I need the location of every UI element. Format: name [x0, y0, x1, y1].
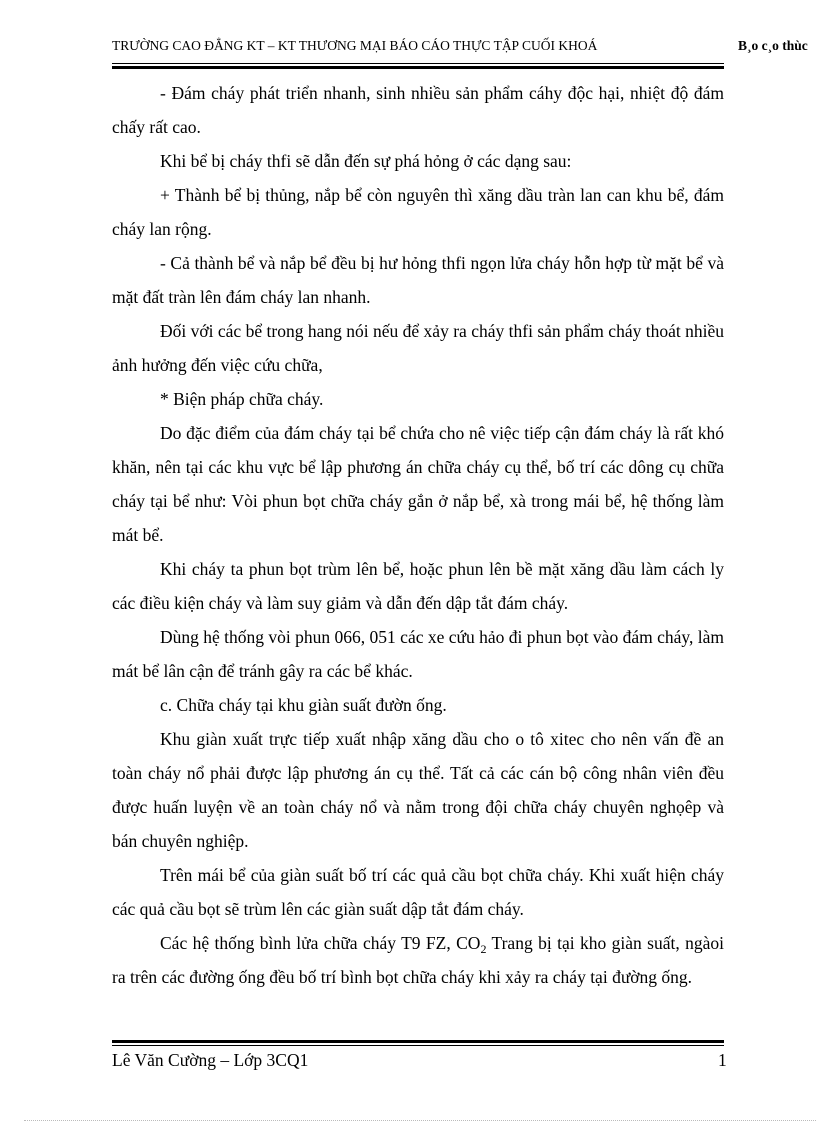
document-body — [112, 76, 724, 994]
paragraph: Do đặc điểm của đám cháy tại bể chứa cho nê việc tiếp cận đám cháy là rất khó khăn, nên tại các khu vực bể lập phương án chữa cháy cụ thể, bố trí các dông cụ chữa cháy tại bể như: Vòi phun bọt chữa cháy gắn ở nắp bể, xà trong mái bể, hệ thống làm mát bể. — [112, 423, 724, 545]
section-heading: c. Chữa cháy tại khu giàn suất đườn ống. — [160, 695, 447, 715]
header-title: TRƯỜNG CAO ĐẲNG KT – KT THƯƠNG MẠI BÁO CÁO THỰC TẬP CUỐI KHOÁ — [112, 38, 598, 53]
header-rule-thick — [112, 66, 724, 69]
page-number: 1 — [718, 1050, 727, 1070]
paragraph: Dùng hệ thống vòi phun 066, 051 các xe cứu hảo đi phun bọt vào đám cháy, làm mát bể lân cận để tránh gây ra các bể khác. — [112, 627, 724, 681]
header-rule-thin — [112, 63, 724, 64]
subscript: 2 — [480, 942, 487, 956]
paragraph: - Đám cháy phát triển nhanh, sinh nhiều sản phẩm cáhy độc hại, nhiệt độ đám chấy rất cao. — [112, 83, 724, 137]
paragraph: Đối với các bể trong hang nói nếu để xảy ra cháy thfi sản phẩm cháy thoát nhiều ảnh hưởng đến việc cứu chữa, — [112, 321, 724, 375]
page-bottom-edge — [24, 1120, 816, 1121]
paragraph: Trên mái bể của giàn suất bố trí các quả cầu bọt chữa cháy. Khi xuất hiện cháy các quả cầu bọt sẽ trùm lên các giàn suất dập tắt đám cháy. — [112, 865, 724, 919]
paragraph: Khi cháy ta phun bọt trùm lên bể, hoặc phun lên bề mặt xăng dầu làm cách ly các điều kiện cháy và làm suy giảm và dẫn đến dập tắt đám cháy. — [112, 559, 724, 613]
section-heading: * Biện pháp chữa cháy. — [160, 389, 324, 409]
paragraph-text-after: Trang bị tại kho giàn suất, ngàoi ra trên các đường ống đều bố trí bình bọt chữa cháy khi xảy ra cháy tại đường ống. — [112, 933, 724, 987]
paragraph: Khi bể bị cháy thfi sẽ dẫn đến sự phá hỏng ở các dạng sau: — [160, 151, 572, 171]
footer-rule-thin — [112, 1045, 724, 1046]
paragraph-extinguishers — [112, 926, 724, 994]
paragraph: + Thành bể bị thủng, nắp bể còn nguyên thì xăng dầu tràn lan can khu bể, đám cháy lan rộng. — [112, 185, 724, 239]
page-header — [112, 36, 816, 64]
paragraph-text-before: Các hệ thống bình lửa chữa cháy T9 FZ, CO — [160, 933, 481, 953]
paragraph: - Cả thành bể và nắp bể đều bị hư hỏng thfi ngọn lửa cháy hỗn hợp từ mặt bể và mặt đất tràn lên đám cháy lan nhanh. — [112, 253, 724, 307]
footer-author: Lê Văn Cường – Lớp 3CQ1 — [112, 1050, 309, 1070]
footer-rule-thick — [112, 1040, 724, 1043]
header-right-text: B¸o c¸o thùc — [738, 38, 808, 53]
paragraph: Khu giàn xuất trực tiếp xuất nhập xăng dầu cho o tô xitec cho nên vấn đề an toàn cháy nổ phải được lập phương án cụ thể. Tất cả các cán bộ công nhân viên đều được huấn luyện về an toàn cháy nổ và nằm trong đội chữa cháy chuyên nghọêp và bán chuyên nghiệp. — [112, 729, 724, 851]
